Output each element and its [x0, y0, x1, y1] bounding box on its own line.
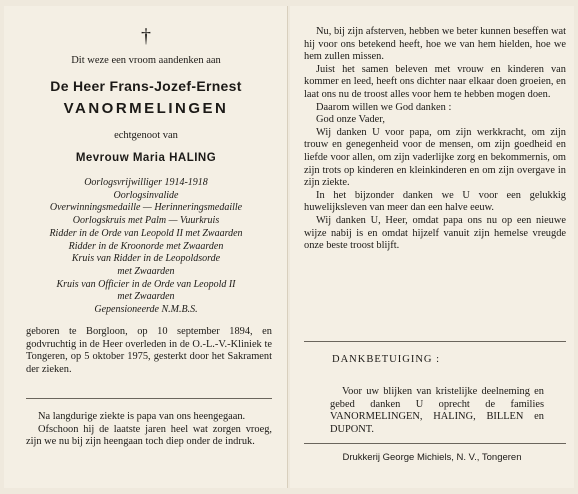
honor-item: Oorlogskruis met Palm — Vuurkruis [72, 215, 220, 227]
deceased-name: De Heer Frans-Jozef-Ernest [50, 78, 242, 94]
honor-item: met Zwaarden [117, 265, 175, 277]
paragraph: Ofschoon hij de laatste jaren heel wat zorgen vroeg, zijn we nu bij zijn heengaan toch diep onder de indruk. [26, 423, 272, 448]
birth-death-text: geboren te Borgloon, op 10 september 1894, en godvruchtig in de Heer overleden in de O.-L.-V.-Kliniek te Tongeren, op 5 oktober 1975, gesterkt door het Sakrament der zieken. [26, 326, 272, 375]
thanks-title: DANKBETUIGING : [332, 354, 441, 365]
paragraph: God onze Vader, [316, 114, 385, 126]
honor-item: Ridder in de Orde van Leopold II met Zwaarden [49, 227, 243, 239]
divider [304, 341, 566, 342]
honor-item: Ridder in de Kroonorde met Zwaarden [68, 240, 224, 252]
deceased-surname: VANORMELINGEN [63, 100, 229, 117]
paragraph: In het bijzonder danken we U voor een gelukkig huwelijksleven van meer dan een halve eeuw. [304, 189, 566, 214]
honor-item: Kruis van Ridder in de Leopoldsorde [71, 253, 221, 265]
paragraph: Wij danken U voor papa, om zijn werkkracht, om zijn trouw en genegenheid voor de mensen, om zijn goedheid en liefde voor allen, om zijn vaderlijke zorg en bekommernis, om zijn trots op kinderen en kleinkinderen en om zijn overgave in zijn ziekte. [304, 126, 566, 189]
spouse-name: Mevrouw Maria HALING [75, 152, 217, 164]
honor-item: met Zwaarden [117, 291, 175, 303]
left-page [4, 6, 288, 488]
right-page [290, 6, 574, 488]
prayer-text [304, 26, 566, 253]
divider [26, 398, 272, 399]
printer-credit: Drukkerij George Michiels, N. V., Tongeren [342, 452, 522, 463]
cross-icon: † [141, 25, 151, 47]
honor-item: Gepensioneerde N.M.B.S. [94, 304, 198, 316]
honors-list [4, 177, 288, 317]
intro-text: Dit weze een vroom aandenken aan [71, 55, 221, 66]
honor-item: Overwinningsmedaille — Herinneringsmedaille [49, 202, 243, 214]
paragraph: Daarom willen we God danken : [316, 101, 452, 113]
paragraph: Wij danken U, Heer, omdat papa ons nu op een nieuwe wijze nabij is en omdat hijzelf vanuit zijn hemelse vreugde onze beste troost blijft. [304, 214, 566, 252]
paragraph: Juist het samen beleven met vrouw en kinderen van kommer en leed, heeft ons dichter naar elkaar doen groeien, en laat ons nu de troost alles voor hem te hebben mogen doen. [304, 63, 566, 100]
paragraph: Nu, bij zijn afsterven, hebben we beter kunnen beseffen wat hij voor ons betekend heeft, hoe we van hem hielden, hoe we hem zullen missen. [304, 26, 566, 63]
honor-item: Oorlogsvrijwilliger 1914-1918 [84, 177, 208, 188]
family-text [26, 411, 272, 449]
honor-item: Oorlogsinvalide [113, 189, 179, 201]
honor-item: Kruis van Officier in de Orde van Leopold II [56, 278, 236, 290]
divider [304, 443, 566, 444]
paragraph: Na langdurige ziekte is papa van ons heengegaan. [38, 411, 246, 422]
thanks-text: Voor uw blijken van kristelijke deelneming en gebed danken U oprecht de families VANORMELINGEN, HALING, BILLEN en DUPONT. [330, 386, 544, 435]
spouse-label: echtgenoot van [114, 130, 178, 141]
